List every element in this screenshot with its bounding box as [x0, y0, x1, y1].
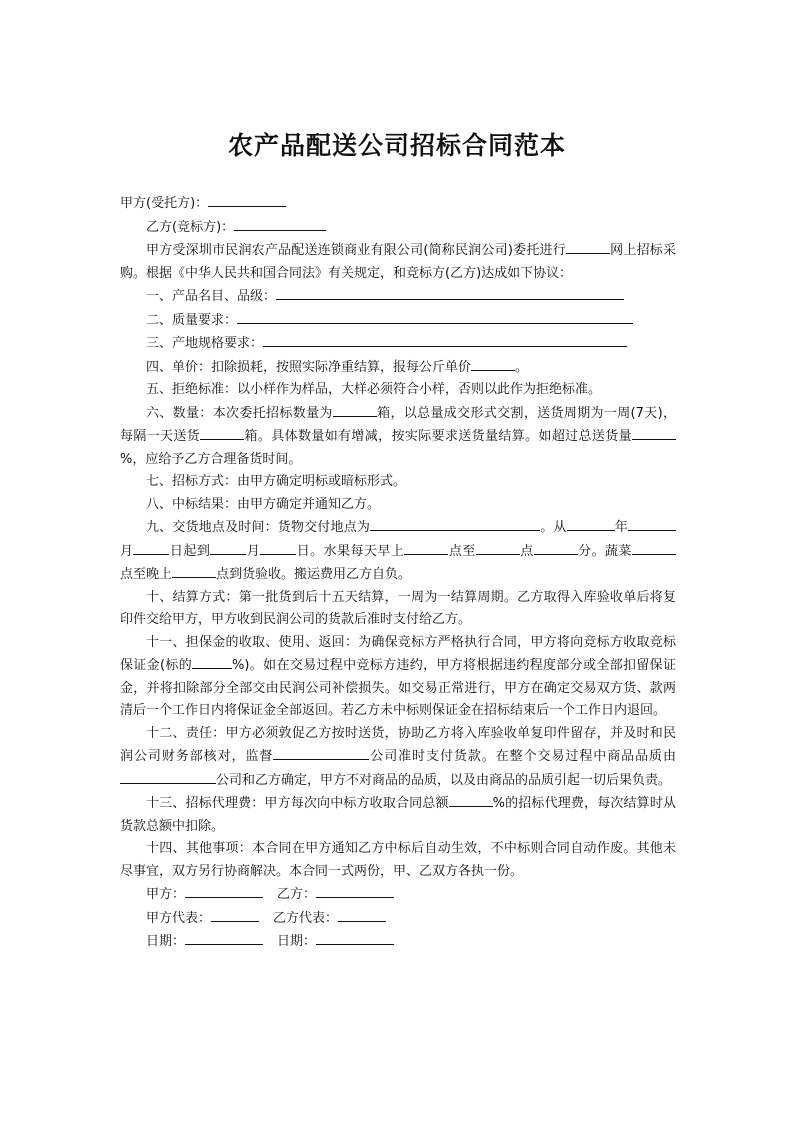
clause-7: 七、招标方式：由甲方确定明标或暗标形式。: [146, 474, 407, 489]
clause-14: 十四、其他事项：本合同在甲方通知乙方中标后自动生效，不中标则合同自动作废。其他未尽事宜，双方另行协商解决。本合同一式两份，甲、乙双方各执一份。: [120, 841, 676, 879]
clause-13: 十三、招标代理费：甲方每次向中标方收取合同总额 %的招标代理费，每次结算时从货款总额中扣除。: [120, 792, 676, 838]
document-title: 农产品配送公司招标合同范本: [227, 131, 566, 160]
clause-6: 六、数量：本次委托招标数量为 箱，以总量成交形式交割，送货周期为一周(7天)，每隔一天送货 箱。具体数量如有增减，按实际要求送货量结算。如超过总送货量%，应给予乙方合理备货时间。: [120, 402, 676, 472]
clause-2: 二、质量要求：: [120, 309, 676, 333]
signature-date-line: 日期： 日期：: [120, 930, 676, 954]
party-b-label: 乙方(竞标方)：: [146, 219, 235, 235]
intro-paragraph: 甲方受深圳市民润农产品配送连锁商业有限公司(简称民润公司)委托进行 网上招标采购。根据《中华人民共和国合同法》有关规定，和竞标方(乙方)达成如下协议：: [120, 239, 676, 285]
clause-3: 三、产地规格要求：: [120, 332, 676, 356]
clause-1: 一、产品名目、品级：: [120, 285, 676, 309]
party-a-line: [120, 192, 676, 216]
party-b-line: [120, 216, 676, 240]
party-a-label: 甲方(受托方)：: [120, 196, 209, 211]
intro-blank: [566, 239, 610, 254]
clause-5: 五、拒绝标准：以小样作为样品，大样必须符合小样，否则以此作为拒绝标准。: [146, 382, 602, 397]
clause-12: 十二、责任：甲方必须敦促乙方按时送货，协助乙方将入库验收单复印件留存，并及时和民润公司财务部核对，监督 公司准时支付货款。在整个交易过程中商品品质由公司和乙方确定，甲方不对商品的品质，以及由商品的品质引起一切后果负责。: [120, 725, 676, 788]
party-b-blank: [234, 216, 326, 231]
clause-11: 十一、担保金的收取、使用、返回：为确保竞标方严格执行合同，甲方将向竞标方收取竞标保证金(标的 %)。如在交易过程中竞标方违约，甲方将根据违约程度部分或全部扣留保证金，并将扣除部分全部交由民润公司补偿损失。如交易正常进行，甲方在确定交易双方货、款两清后一个工作日内将保证金全部返回。若乙方未中标则保证金在招标结束后一个工作日内退回。: [120, 634, 676, 718]
party-a-blank: [208, 192, 286, 207]
contract-body: [120, 192, 676, 954]
signature-rep-line: 甲方代表： 乙方代表：: [120, 907, 676, 931]
signature-party-line: 甲方： 乙方：: [120, 883, 676, 907]
clause-8: 八、中标结果：由甲方确定并通知乙方。: [146, 496, 381, 512]
clause-9: 九、交货地点及时间：货物交付地点为 。从 年月 日起到 月 日。水果每天早上 点至 点 分。蔬菜点至晚上 点到货验收。搬运费用乙方自负。: [120, 516, 676, 587]
clause-4: 四、单价：扣除损耗，按照实际净重结算，报每公斤单价 。: [120, 356, 676, 380]
clause-10: 十、结算方式：第一批货到后十五天结算，一周为一结算周期。乙方取得入库验收单后将复印件交给甲方，甲方收到民润公司的货款后准时支付给乙方。: [120, 589, 676, 627]
